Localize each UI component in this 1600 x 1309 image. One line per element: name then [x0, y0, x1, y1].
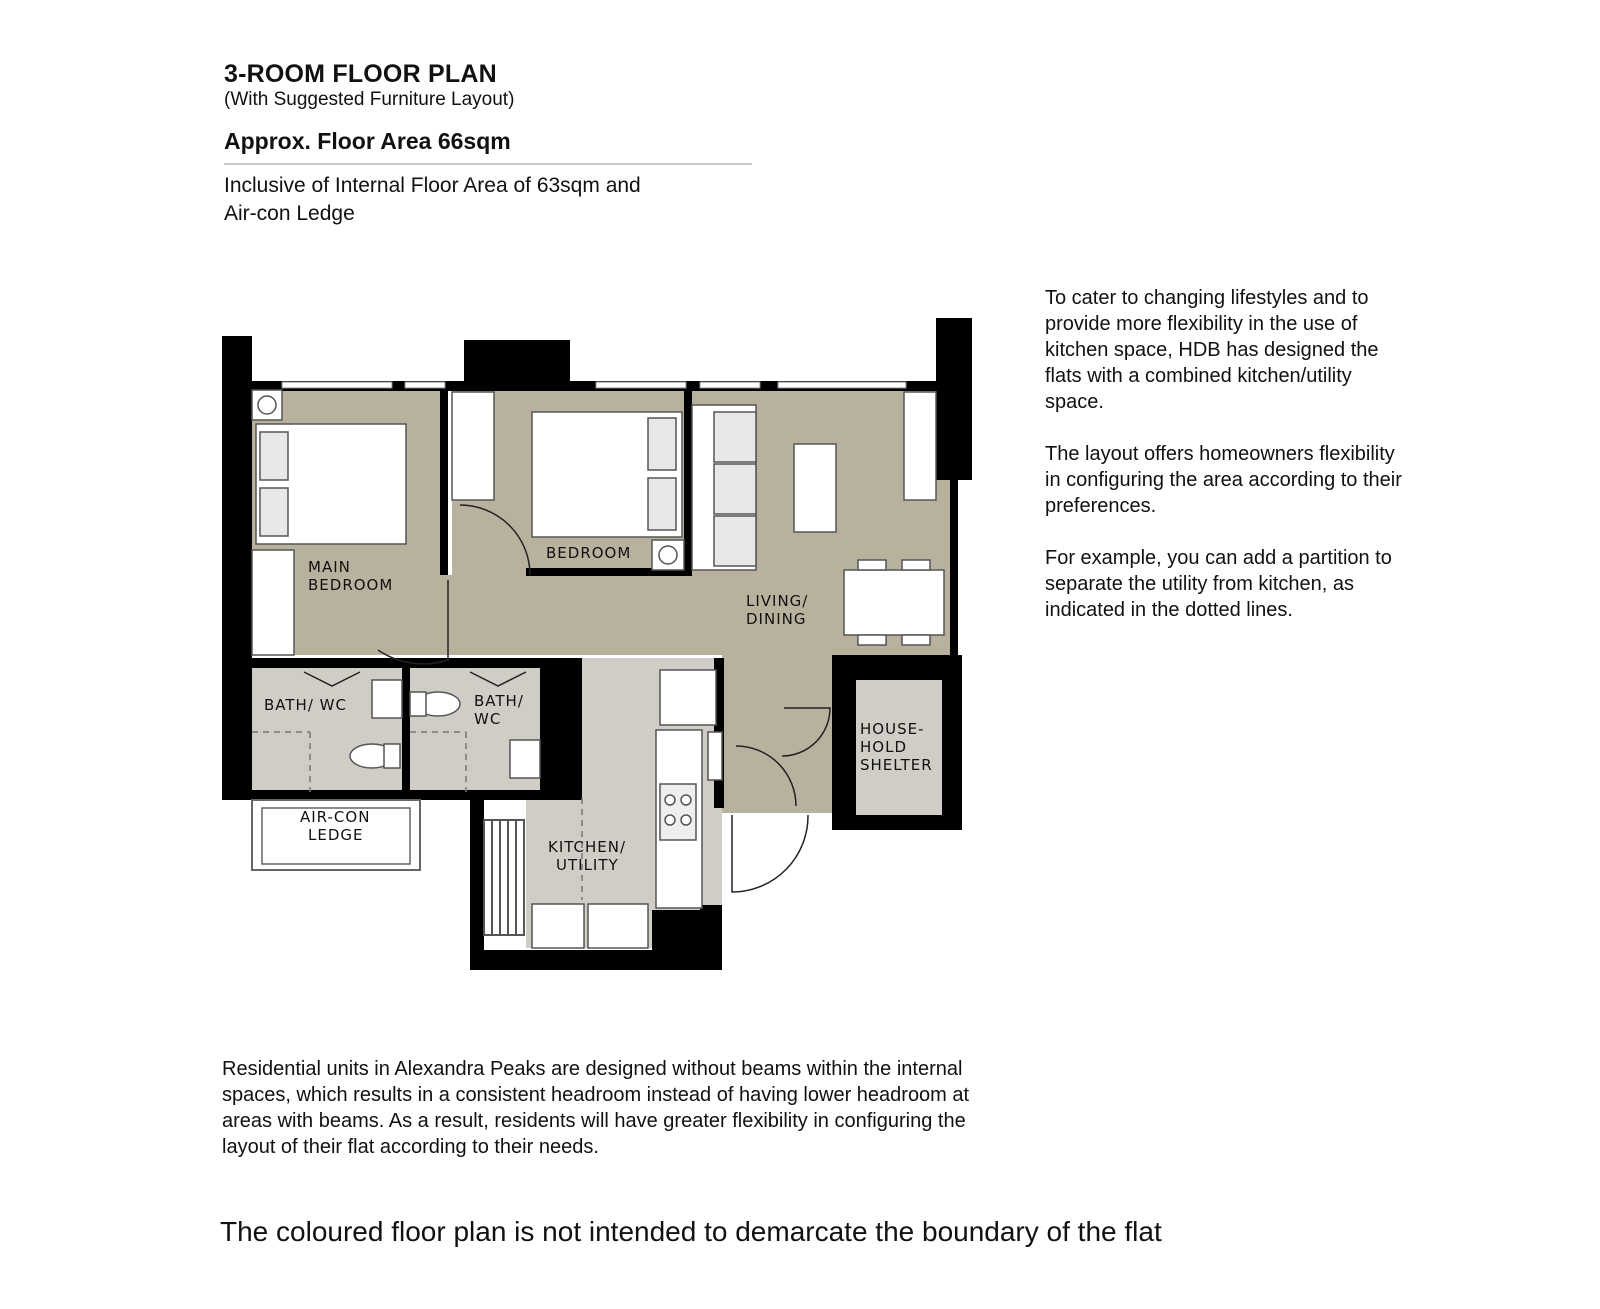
wall	[700, 905, 722, 950]
beam-note: Residential units in Alexandra Peaks are designed without beams within the internal spaces, which results in a consistent headroom instead of having lower headroom at areas with beams. As a result, residents will have greater flexibility in configuring the layout of their flat according to their needs.	[222, 1058, 970, 1158]
pillow	[648, 478, 676, 530]
corridor-floor	[440, 575, 690, 655]
side-note-3: For example, you can add a partition to separate the utility from kitchen, as indicated in the dotted lines.	[1045, 547, 1392, 621]
tv-console	[904, 392, 936, 500]
pillow	[260, 488, 288, 536]
wall	[684, 391, 692, 575]
fridge	[660, 670, 716, 725]
wall	[402, 658, 410, 792]
wall	[936, 318, 972, 480]
wall	[832, 815, 962, 830]
disclaimer: The coloured floor plan is not intended to demarcate the boundary of the flat	[220, 1216, 1162, 1247]
wall	[470, 798, 484, 950]
label-living-2: DINING	[746, 610, 807, 628]
label-main-bedroom-2: BEDROOM	[308, 576, 394, 594]
side-notes	[1045, 285, 1405, 649]
plan-title: 3-ROOM FLOOR PLAN	[224, 60, 497, 88]
lamp-icon	[652, 540, 684, 570]
chair	[858, 635, 886, 645]
wall	[540, 658, 582, 798]
wall	[222, 655, 252, 797]
coffee-table	[794, 444, 836, 532]
washing-machine	[532, 904, 584, 948]
chair	[902, 635, 930, 645]
dining-table	[844, 570, 944, 635]
pillow	[260, 432, 288, 480]
window	[405, 382, 445, 388]
floor-area: Approx. Floor Area 66sqm	[224, 128, 511, 154]
floor-plan	[0, 0, 1000, 1000]
sofa-cushion	[714, 412, 756, 462]
chair	[902, 560, 930, 570]
label-aircon-1: AIR-CON	[300, 808, 371, 826]
main-door-swing	[732, 815, 808, 892]
wall	[832, 655, 856, 830]
label-shelter-2: HOLD	[860, 738, 907, 756]
bedroom-wardrobe	[452, 392, 494, 500]
chair	[858, 560, 886, 570]
label-bath2-2: WC	[474, 710, 502, 728]
window	[700, 382, 760, 388]
window	[596, 382, 686, 388]
lamp-icon	[252, 390, 282, 420]
window	[282, 382, 392, 388]
label-shelter-3: SHELTER	[860, 756, 933, 774]
wall	[440, 381, 448, 575]
label-aircon-2: LEDGE	[308, 826, 364, 844]
sink	[588, 904, 648, 948]
plan-subtitle: (With Suggested Furniture Layout)	[224, 89, 515, 110]
label-bedroom: BEDROOM	[546, 544, 632, 562]
stove	[660, 784, 696, 840]
label-living-1: LIVING/	[746, 592, 809, 610]
label-kitchen-1: KITCHEN/	[548, 838, 627, 856]
main-wardrobe	[252, 550, 294, 655]
basin	[510, 740, 540, 778]
label-shelter-1: HOUSE-	[860, 720, 925, 738]
wall	[464, 340, 570, 388]
area-description-line2: Air-con Ledge	[224, 202, 355, 225]
side-note-1: To cater to changing lifestyles and to provide more flexibility in the use of kitchen space, HDB has designed the flats with a combined kitchen/utility space.	[1045, 287, 1379, 413]
wall	[222, 508, 252, 658]
door-frame	[708, 732, 722, 780]
side-note-2: The layout offers homeowners flexibility in configuring the area according to their preferences.	[1045, 443, 1402, 517]
area-description-line1: Inclusive of Internal Floor Area of 63sqm and	[224, 174, 641, 197]
toilet-tank	[410, 692, 426, 716]
label-bath1: BATH/ WC	[264, 696, 347, 714]
drying-rack	[484, 820, 524, 935]
sofa-cushion	[714, 464, 756, 514]
wall	[652, 910, 700, 950]
label-kitchen-2: UTILITY	[556, 856, 619, 874]
pillow	[648, 418, 676, 470]
wall	[222, 658, 542, 668]
wall	[470, 950, 722, 970]
label-bath2-1: BATH/	[474, 692, 524, 710]
sofa-cushion	[714, 516, 756, 566]
wall	[222, 336, 252, 508]
wall	[942, 655, 962, 830]
entry-floor	[722, 655, 832, 813]
window	[778, 382, 906, 388]
basin	[372, 680, 402, 718]
toilet-tank	[384, 744, 400, 768]
wall	[222, 790, 582, 800]
wall	[950, 480, 958, 655]
label-main-bedroom-1: MAIN	[308, 558, 351, 576]
